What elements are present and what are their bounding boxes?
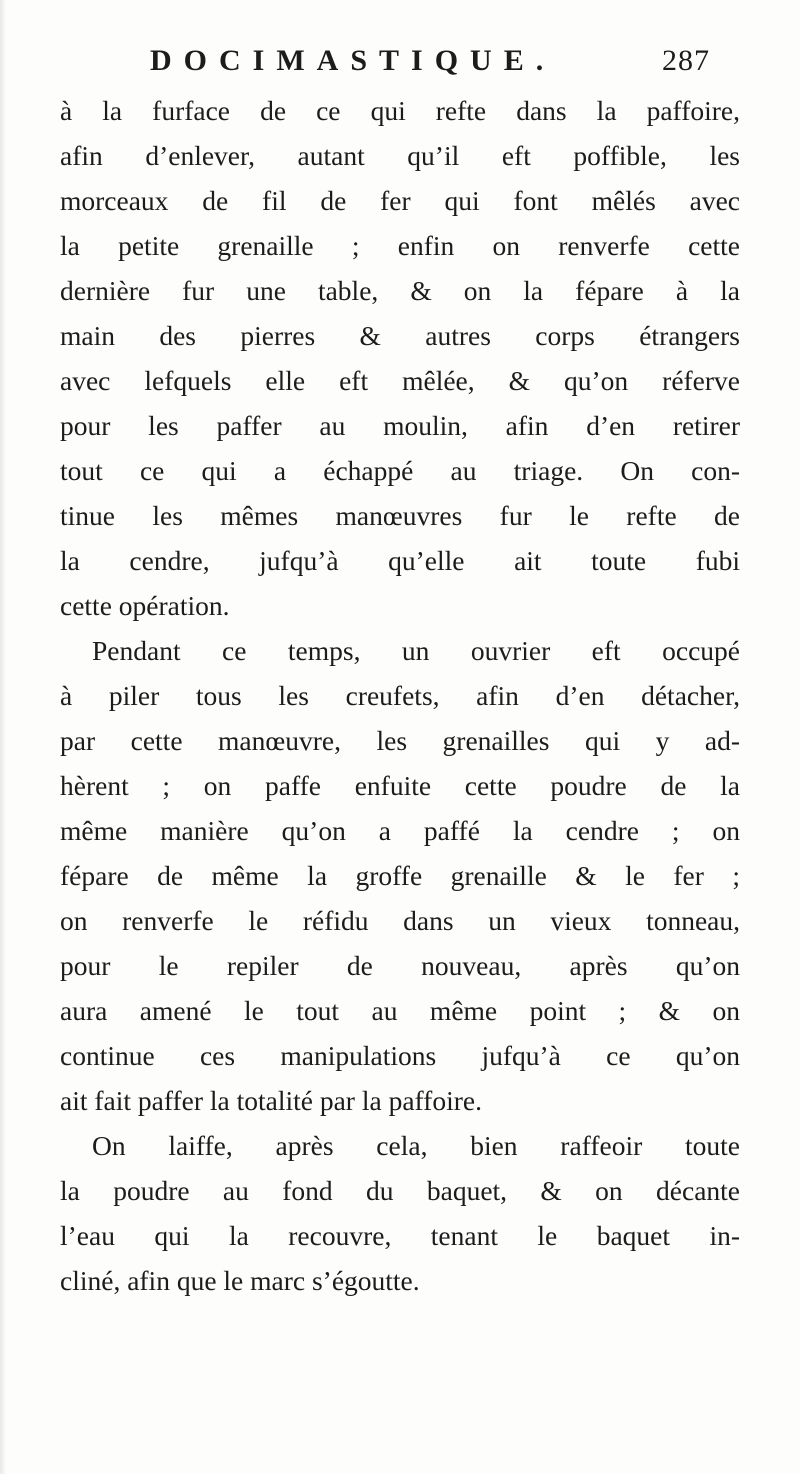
text-line: par cette manœuvre, les grenailles qui y ad-: [60, 725, 740, 756]
text-line: à piler tous les creufets, afin d’en détacher,: [60, 680, 740, 711]
text-line: tout ce qui a échappé au triage. On con-: [60, 455, 740, 486]
paragraph-end-line: cliné, afin que le marc s’égoutte.: [60, 1265, 420, 1296]
text-line: pour le repiler de nouveau, après qu’on: [60, 950, 740, 981]
text-line: hèrent ; on paffe enfuite cette poudre de la: [60, 770, 740, 801]
paragraph-end-line: ait fait paffer la totalité par la paffoire.: [60, 1085, 482, 1116]
paragraph-start-line: On laiffe, après cela, bien raffeoir toute: [92, 1130, 740, 1161]
text-line: la cendre, jufqu’à qu’elle ait toute fubi: [60, 545, 740, 576]
text-line: tinue les mêmes manœuvres fur le refte de: [60, 500, 740, 531]
text-line: dernière fur une table, & on la fépare à la: [60, 275, 740, 306]
text-line: main des pierres & autres corps étrangers: [60, 320, 740, 351]
page-edge-shadow: [0, 0, 6, 1474]
text-line: pour les paffer au moulin, afin d’en retirer: [60, 410, 740, 441]
text-line: la poudre au fond du baquet, & on décante: [60, 1175, 740, 1206]
text-line: aura amené le tout au même point ; & on: [60, 995, 740, 1026]
text-line: avec lefquels elle eft mêlée, & qu’on réferve: [60, 365, 740, 396]
text-line: morceaux de fil de fer qui font mêlés avec: [60, 185, 740, 216]
text-line: afin d’enlever, autant qu’il eft poffible, les: [60, 140, 740, 171]
paragraph-start-line: Pendant ce temps, un ouvrier eft occupé: [92, 635, 740, 666]
text-line: continue ces manipulations jufqu’à ce qu’on: [60, 1040, 740, 1071]
running-title: DOCIMASTIQUE.: [150, 44, 556, 77]
text-line: fépare de même la groffe grenaille & le fer ;: [60, 860, 740, 891]
text-line: la petite grenaille ; enfin on renverfe cette: [60, 230, 740, 261]
text-line: on renverfe le réfidu dans un vieux tonneau,: [60, 905, 740, 936]
body-text: [60, 88, 740, 1303]
running-head: [150, 44, 710, 84]
text-line: même manière qu’on a paffé la cendre ; on: [60, 815, 740, 846]
page-number: 287: [662, 44, 710, 77]
text-line: l’eau qui la recouvre, tenant le baquet in-: [60, 1220, 740, 1251]
text-line: à la furface de ce qui refte dans la paffoire,: [60, 95, 740, 126]
paragraph-end-line: cette opération.: [60, 590, 230, 621]
